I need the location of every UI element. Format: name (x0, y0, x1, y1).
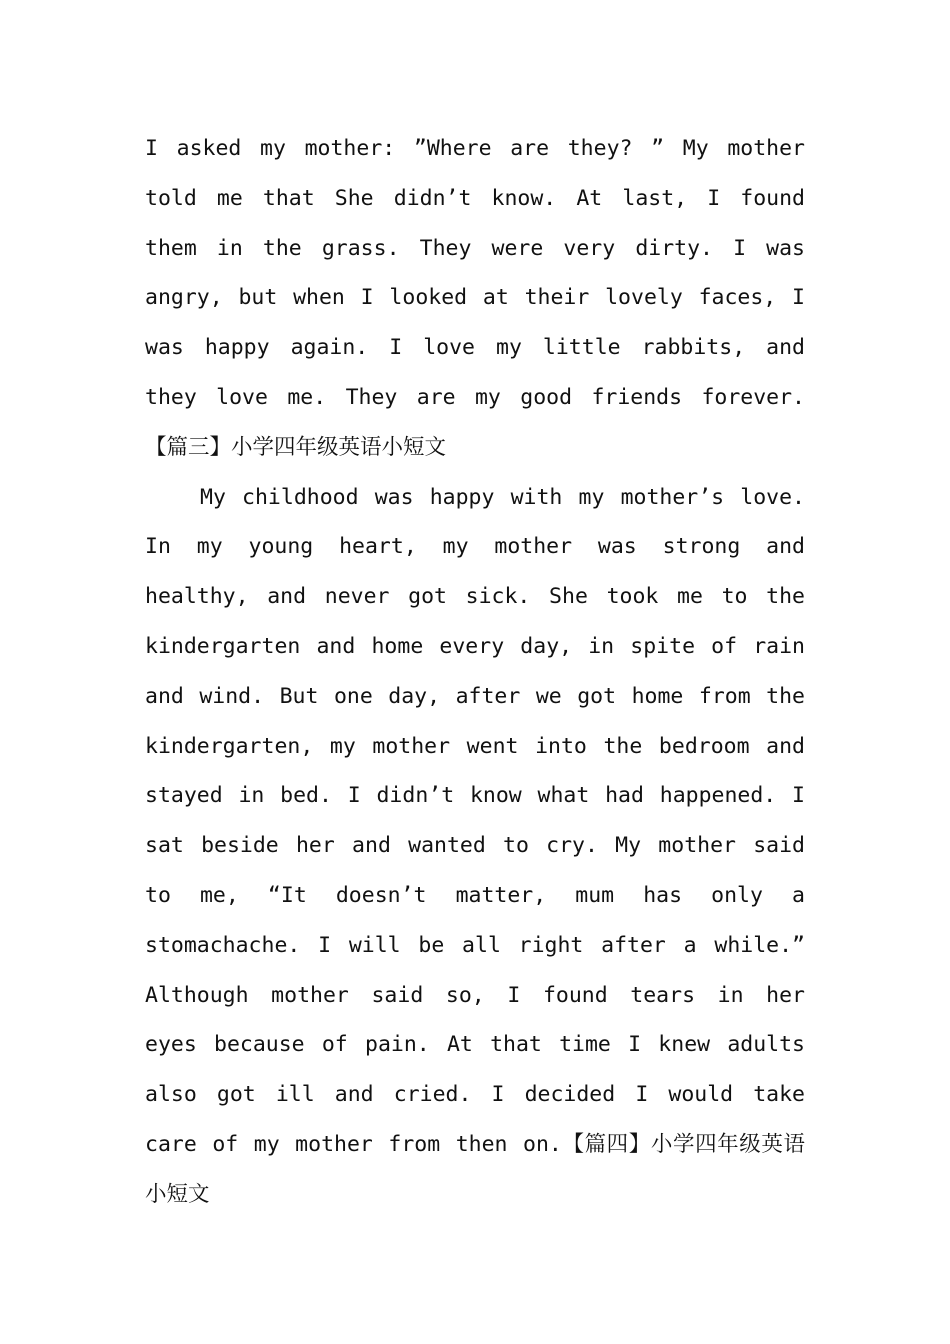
paragraph-2-text: My childhood was happy with my mother’s love. In my young heart, my mother was strong and healthy, and never got sick. She took me to the kindergarten and home every day, in spite of rain and wind. But one day, after we got home from the kindergarten, my mother went into the bedroom and stayed in bed. I didn’t know what had happened. I sat beside her and wanted to cry. My mother said to me, “It doesn’t matter, mum has only a stomachache. I will be all right after a while.” Although mother said so, I found tears in her eyes because of pain. At that time I knew adults also got ill and cried. I decided I would take care of my mother from then on. (145, 484, 805, 1157)
section-heading-4: 【篇四】小学四年级英语小短文 (145, 1131, 805, 1207)
paragraph-1-text: I asked my mother: ”Where are they? ” My mother told me that She didn’t know. At last, I found them in the grass. They were very dirty. I was angry, but when I looked at their lovely faces, I was happy again. I love my little rabbits, and they love me. They are my good friends forever. (145, 136, 805, 410)
paragraph-1 (145, 124, 805, 473)
document-body (145, 124, 805, 1220)
section-heading-3: 【篇三】小学四年级英语小短文 (145, 434, 447, 460)
paragraph-2 (145, 473, 805, 1220)
